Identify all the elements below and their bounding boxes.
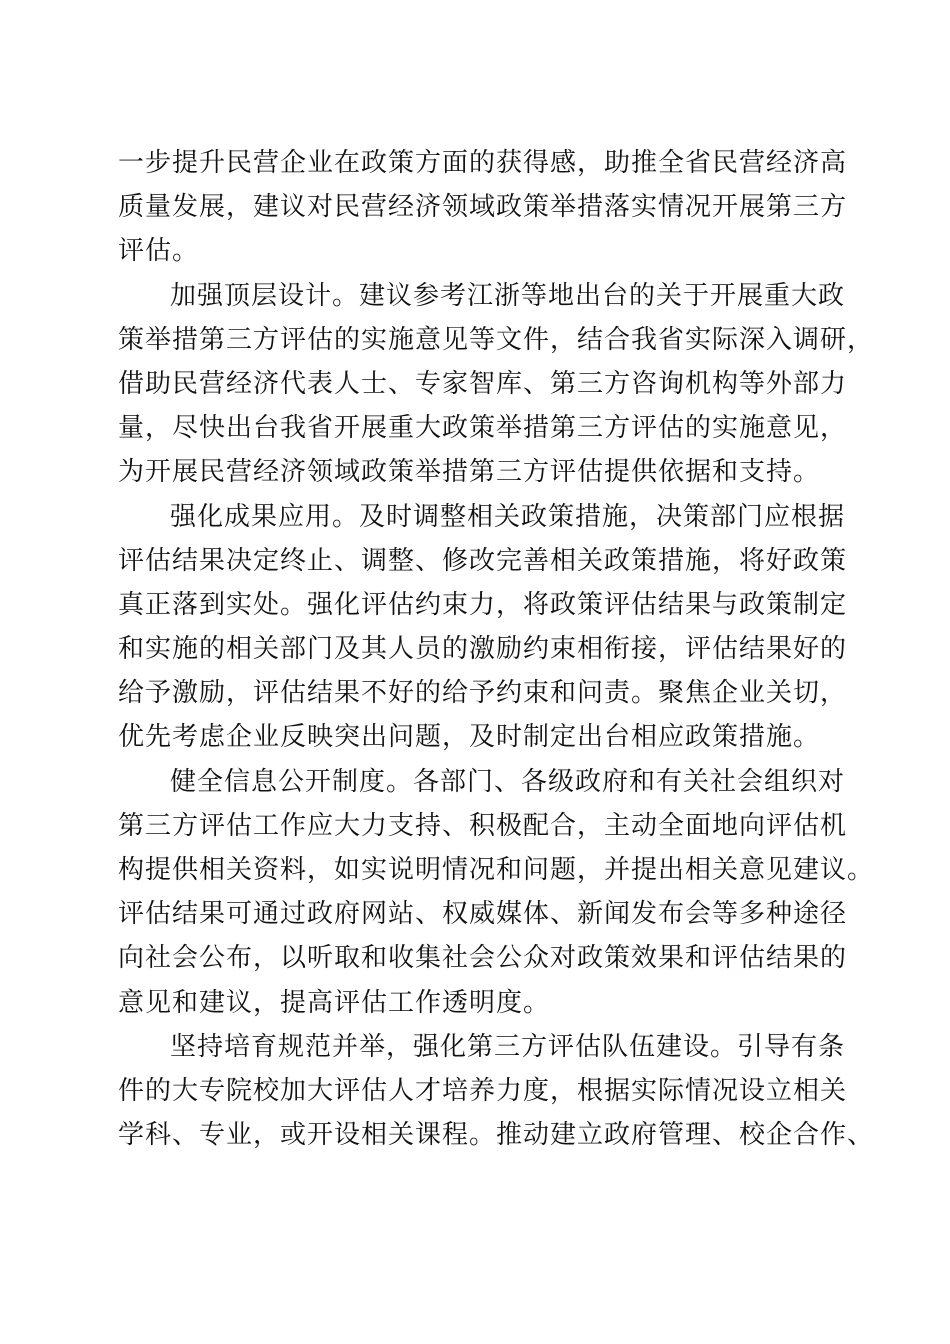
- text-line: 质量发展，建议对民营经济领域政策举措落实情况开展第三方: [118, 192, 848, 223]
- text-line: 第三方评估工作应大力支持、积极配合，主动全面地向评估机: [118, 810, 848, 841]
- text-line: 和实施的相关部门及其人员的激励约束相衔接，评估结果好的: [118, 634, 848, 665]
- text-line: 学科、专业，或开设相关课程。推动建立政府管理、校企合作、: [118, 1120, 875, 1151]
- text-line: 评估结果决定终止、调整、修改完善相关政策措施，将好政策: [118, 545, 848, 576]
- text-line: 向社会公布，以听取和收集社会公众对政策效果和评估结果的: [118, 943, 848, 974]
- text-line: 意见和建议，提高评估工作透明度。: [118, 987, 551, 1018]
- text-line: 件的大专院校加大评估人才培养力度，根据实际情况设立相关: [118, 1075, 848, 1106]
- text-line: 量，尽快出台我省开展重大政策举措第三方评估的实施意见，: [118, 413, 848, 444]
- text-line: 评估。: [118, 236, 200, 267]
- text-line: 真正落到实处。强化评估约束力，将政策评估结果与政策制定: [118, 589, 848, 620]
- paragraph-heading-line: 强化成果应用。及时调整相关政策措施，决策部门应根据: [170, 501, 846, 532]
- paragraph-heading-line: 健全信息公开制度。各部门、各级政府和有关社会组织对: [170, 766, 846, 797]
- text-line: 评估结果可通过政府网站、权威媒体、新闻发布会等多种途径: [118, 899, 848, 930]
- paragraph-heading-line: 加强顶层设计。建议参考江浙等地出台的关于开展重大政: [170, 280, 846, 311]
- document-body: [118, 141, 875, 1157]
- text-line: 给予激励，评估结果不好的给予约束和问责。聚焦企业关切，: [118, 678, 848, 709]
- text-line: 为开展民营经济领域政策举措第三方评估提供依据和支持。: [118, 457, 821, 488]
- text-line: 策举措第三方评估的实施意见等文件，结合我省实际深入调研，: [118, 324, 875, 355]
- text-line: 构提供相关资料，如实说明情况和问题，并提出相关意见建议。: [118, 855, 875, 885]
- text-line: 优先考虑企业反映突出问题，及时制定出台相应政策措施。: [118, 722, 821, 753]
- text-line: 一步提升民营企业在政策方面的获得感，助推全省民营经济高: [118, 148, 848, 178]
- paragraph-heading-line: 坚持培育规范并举，强化第三方评估队伍建设。引导有条: [170, 1031, 846, 1062]
- text-line: 借助民营经济代表人士、专家智库、第三方咨询机构等外部力: [118, 368, 848, 399]
